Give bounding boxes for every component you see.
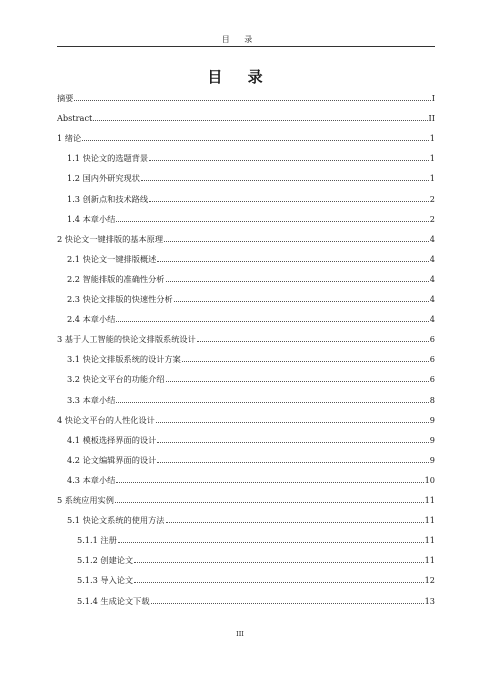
toc-entry-page: 11 xyxy=(424,535,435,546)
toc-entry-label: 5.1.4 生成论文下载 xyxy=(77,595,150,606)
toc-entry[interactable] xyxy=(57,293,435,305)
toc-entry[interactable] xyxy=(57,213,435,225)
toc-entry[interactable] xyxy=(57,454,435,466)
toc-entry-page: 12 xyxy=(424,575,435,586)
toc-entry[interactable] xyxy=(57,233,435,245)
toc-entry-label: 4.1 模板选择界面的设计 xyxy=(67,434,157,445)
toc-entry-page: 9 xyxy=(429,414,435,425)
toc-entry-page: 11 xyxy=(424,515,435,526)
toc-entry-page: 11 xyxy=(424,555,435,566)
toc-entry-label: 5 系统应用实例 xyxy=(57,495,114,505)
toc-entry-label: 3 基于人工智能的快论文排版系统设计 xyxy=(57,334,196,345)
toc-entry[interactable] xyxy=(57,514,435,526)
toc-entry-page: 4 xyxy=(429,314,435,325)
toc-entry-label: 2.1 快论文一键排版概述 xyxy=(67,253,157,264)
toc-entry[interactable] xyxy=(57,112,435,124)
toc-leader-dots xyxy=(157,253,428,262)
toc-entry-page: 4 xyxy=(429,273,435,284)
toc-leader-dots xyxy=(115,494,424,503)
toc-entry-page: 8 xyxy=(429,394,435,405)
toc-entry[interactable] xyxy=(57,595,435,607)
toc-leader-dots xyxy=(116,474,423,483)
toc-entry-page: 9 xyxy=(429,434,435,445)
toc-entry-label: 2.4 本章小结 xyxy=(67,314,116,325)
toc-entry-page: 13 xyxy=(424,595,435,606)
toc-entry[interactable] xyxy=(57,554,435,566)
toc-entry-page: 4 xyxy=(429,294,435,304)
toc-entry[interactable] xyxy=(57,414,435,426)
toc-entry-page: 6 xyxy=(429,374,435,385)
toc-entry-page: 11 xyxy=(424,495,435,505)
toc-entry-label: 4.3 本章小结 xyxy=(67,474,116,485)
toc-entry-label: 5.1.1 注册 xyxy=(77,535,117,546)
toc-entry[interactable] xyxy=(57,132,435,144)
toc-leader-dots xyxy=(182,353,429,362)
running-header: 目 录 xyxy=(221,35,259,44)
toc-leader-dots xyxy=(164,233,429,242)
toc-leader-dots xyxy=(93,112,427,121)
toc-entry-page: 4 xyxy=(429,233,435,244)
toc-entry[interactable] xyxy=(57,172,435,184)
toc-leader-dots xyxy=(157,434,428,443)
toc-leader-dots xyxy=(149,193,429,202)
toc-leader-dots xyxy=(118,534,424,543)
toc-leader-dots xyxy=(134,554,423,563)
toc-entry-label: 2.2 智能排版的准确性分析 xyxy=(67,273,165,284)
toc-entry-page: 4 xyxy=(429,253,435,264)
toc-entry-label: 5.1.2 创建论文 xyxy=(77,555,134,566)
toc-entry-page: 1 xyxy=(429,133,435,144)
toc-leader-dots xyxy=(157,454,428,463)
toc-entry[interactable] xyxy=(57,574,435,586)
toc-entry-page: 10 xyxy=(424,474,435,485)
toc-leader-dots xyxy=(74,92,430,101)
toc-leader-dots xyxy=(134,574,423,583)
toc-leader-dots xyxy=(156,414,429,423)
toc-entry-page: 6 xyxy=(429,354,435,365)
toc-entry[interactable] xyxy=(57,253,435,265)
toc-leader-dots xyxy=(166,273,429,282)
toc-leader-dots xyxy=(197,333,429,342)
toc-entry-page: I xyxy=(431,93,435,103)
toc-leader-dots xyxy=(116,313,428,322)
toc-entry[interactable] xyxy=(57,353,435,365)
toc-entry-label: 1.2 国内外研究现状 xyxy=(67,173,140,184)
toc-entry-label: 3.1 快论文排版系统的设计方案 xyxy=(67,354,181,365)
toc-entry-label: 3.2 快论文平台的功能介绍 xyxy=(67,374,165,385)
header-rule xyxy=(57,46,435,47)
toc-leader-dots xyxy=(149,152,429,161)
toc-entry-label: 1.4 本章小结 xyxy=(67,213,116,224)
toc-entry[interactable] xyxy=(57,474,435,486)
toc-entry-page: 1 xyxy=(429,153,435,164)
toc-leader-dots xyxy=(151,595,424,604)
toc-entry-page: 2 xyxy=(429,213,435,224)
toc-entry[interactable] xyxy=(57,434,435,446)
toc-entry-page: 6 xyxy=(429,334,435,345)
toc-entry-label: 4 快论文平台的人性化设计 xyxy=(57,414,155,425)
toc-entry[interactable] xyxy=(57,193,435,205)
toc-entry[interactable] xyxy=(57,333,435,345)
toc-leader-dots xyxy=(166,514,424,523)
toc-leader-dots xyxy=(141,172,429,181)
page-number: III xyxy=(236,630,244,638)
toc-entry-page: 9 xyxy=(429,454,435,465)
toc-entry[interactable] xyxy=(57,92,435,104)
toc-entry-label: 1.3 创新点和技术路线 xyxy=(67,193,149,204)
toc-entry[interactable] xyxy=(57,494,435,506)
toc-entry[interactable] xyxy=(57,394,435,406)
toc-entry[interactable] xyxy=(57,534,435,546)
toc-entry-page: 2 xyxy=(429,193,435,204)
toc-entry-label: 摘要 xyxy=(57,93,74,103)
toc-entry-label: Abstract xyxy=(57,113,93,124)
toc-entry-page: II xyxy=(428,113,435,124)
toc-entry-label: 2.3 快论文排版的快速性分析 xyxy=(67,294,173,304)
toc-entry-label: 4.2 论文编辑界面的设计 xyxy=(67,454,157,465)
toc-entry[interactable] xyxy=(57,373,435,385)
toc-leader-dots xyxy=(166,373,429,382)
toc-entry-label: 1 绪论 xyxy=(57,133,82,144)
toc-entry[interactable] xyxy=(57,152,435,164)
toc-leader-dots xyxy=(116,213,428,222)
toc-leader-dots xyxy=(174,293,429,302)
toc-entry-label: 2 快论文一键排版的基本原理 xyxy=(57,233,164,244)
toc-leader-dots xyxy=(82,132,429,141)
toc-entry[interactable] xyxy=(57,273,435,285)
toc-entry-label: 3.3 本章小结 xyxy=(67,394,116,405)
toc-entry-page: 1 xyxy=(429,173,435,184)
toc-entry-label: 5.1.3 导入论文 xyxy=(77,575,134,586)
toc-entry-label: 5.1 快论文系统的使用方法 xyxy=(67,515,165,526)
toc-entry-label: 1.1 快论文的选题背景 xyxy=(67,153,149,164)
toc-entry[interactable] xyxy=(57,313,435,325)
toc-leader-dots xyxy=(116,394,428,403)
page-title: 目 录 xyxy=(207,68,273,86)
